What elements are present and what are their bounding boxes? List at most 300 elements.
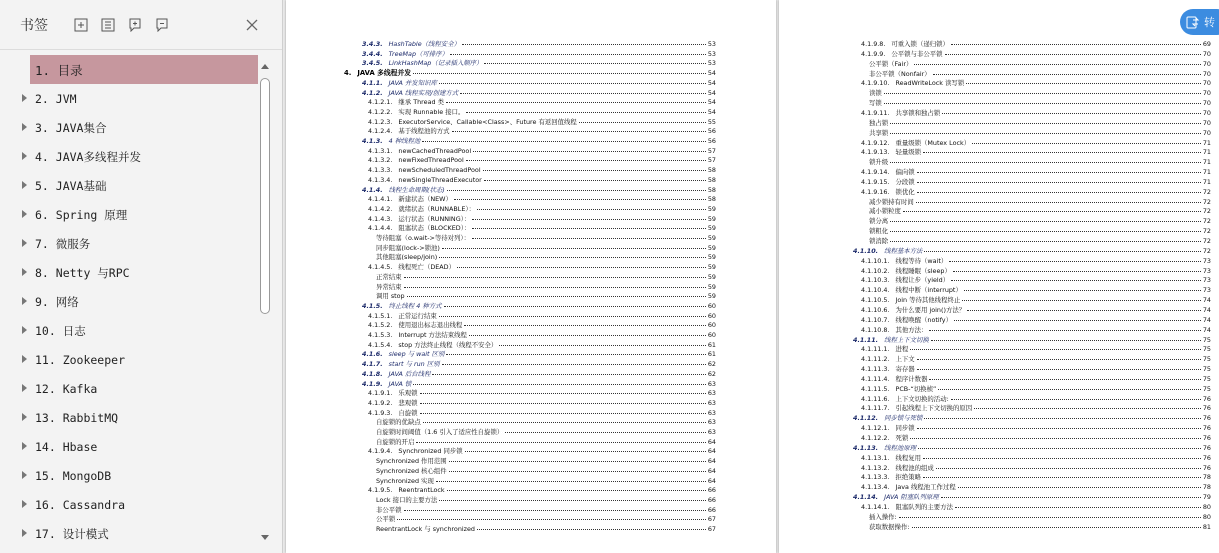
toc-entry[interactable]: [362, 360, 716, 370]
toc-page-number: 53: [707, 59, 716, 68]
chevron-right-icon[interactable]: [22, 181, 27, 189]
toc-entry[interactable]: [861, 464, 1211, 474]
toc-page-number: 80: [1202, 502, 1211, 511]
toc-page-number: 56: [707, 127, 716, 136]
toc-entry[interactable]: [853, 336, 1211, 346]
toc-page-number: 59: [707, 253, 716, 262]
toc-entry[interactable]: [368, 147, 716, 157]
toc-number: 4.1.11.5.: [861, 384, 890, 393]
toc-entry[interactable]: [861, 365, 1211, 375]
toc-leader-dots: [413, 384, 706, 385]
toc-number: 4.1.9.14.: [861, 168, 890, 177]
toc-leader-dots: [953, 271, 1201, 272]
toc-title: 共享锁: [869, 128, 889, 137]
toc-title: 轻量级锁: [895, 148, 922, 157]
toc-leader-dots: [449, 471, 706, 472]
toc-title: LinkHashMap（记录插入顺序）: [388, 59, 483, 68]
toc-number: 4.1.9.11.: [861, 108, 890, 117]
toc-page-number: 59: [707, 272, 716, 281]
toc-entry[interactable]: [861, 178, 1211, 188]
toc-title: 同步锁: [895, 424, 915, 433]
toc-entry[interactable]: [861, 355, 1211, 365]
toc-page-number: 54: [707, 98, 716, 107]
toc-entry[interactable]: [861, 503, 1211, 513]
toc-leader-dots: [462, 44, 706, 45]
toc-entry[interactable]: [869, 119, 1211, 129]
bookmark-item[interactable]: [0, 287, 258, 316]
bookmark-label: 4. JAVA多线程并发: [35, 149, 141, 164]
toc-number: 4.1.10.2.: [861, 266, 890, 275]
expand-all-icon[interactable]: [74, 18, 88, 32]
toc-entry[interactable]: [362, 79, 716, 89]
toc-title: Synchronized 作用范围: [376, 457, 447, 466]
toc-page-number: 59: [707, 234, 716, 242]
toc-title: 引起线程上下文切换的原因: [895, 404, 973, 413]
toc-leader-dots: [942, 113, 1201, 114]
toc-number: 4.1.14.: [853, 493, 879, 502]
chevron-right-icon[interactable]: [22, 94, 27, 102]
toc-leader-dots: [432, 374, 705, 375]
toc-title: 线程睡眠（sleep）: [895, 266, 951, 275]
toc-entry[interactable]: [368, 108, 716, 118]
toc-leader-dots: [449, 461, 706, 462]
bookmark-label: 9. 网络: [35, 294, 79, 309]
toc-number: 4.1.3.: [362, 137, 383, 145]
toc-number: 4.1.9.16.: [861, 187, 890, 196]
toc-page-number: 58: [707, 166, 716, 175]
toc-title: 线程上下文切换: [884, 335, 929, 344]
toc-entry[interactable]: [368, 224, 716, 234]
bookmark-item[interactable]: [0, 432, 258, 461]
toc-entry[interactable]: [869, 89, 1211, 99]
bookmark-label: 15. MongoDB: [35, 468, 112, 483]
toc-page-number: 54: [707, 69, 716, 78]
toc-page-number: 70: [1202, 59, 1211, 68]
toc-title: 共享锁和独占锁: [895, 108, 941, 117]
toc-leader-dots: [423, 422, 706, 423]
toc-entry[interactable]: [368, 166, 716, 176]
toc-title: 4 种线程池: [388, 137, 421, 145]
toc-page-number: 58: [707, 175, 716, 184]
toc-entry[interactable]: [362, 302, 716, 312]
toc-entry[interactable]: [362, 40, 716, 50]
toc-entry[interactable]: [869, 129, 1211, 139]
toc-entry[interactable]: [861, 188, 1211, 198]
toc-entry[interactable]: [376, 496, 716, 506]
toc-entry[interactable]: [861, 109, 1211, 119]
scroll-up-icon[interactable]: [261, 64, 269, 69]
add-bookmark-icon[interactable]: [128, 18, 142, 32]
toc-number: 4.1.12.2.: [861, 434, 890, 442]
toc-entry[interactable]: [861, 483, 1211, 493]
toc-leader-dots: [918, 448, 1201, 449]
toc-title: sleep 与 wait 区别: [388, 350, 445, 359]
toc-entry[interactable]: [861, 40, 1211, 50]
toc-entry[interactable]: [368, 215, 716, 225]
toc-entry[interactable]: [853, 247, 1211, 257]
toc-number: 4.1.3.3.: [368, 166, 393, 175]
chevron-right-icon[interactable]: [22, 123, 27, 131]
toc-page-number: 76: [1202, 394, 1211, 403]
toc-title: 独占锁: [869, 118, 889, 127]
toc-leader-dots: [931, 340, 1201, 341]
toc-entry[interactable]: [362, 89, 716, 99]
bookmark-note-icon[interactable]: [155, 18, 169, 32]
bookmark-label: 12. Kafka: [35, 381, 98, 396]
bookmark-item[interactable]: [0, 345, 258, 374]
toc-leader-dots: [446, 102, 706, 103]
toc-page-number: 70: [1202, 79, 1211, 88]
toc-entry[interactable]: [376, 418, 716, 428]
toc-entry[interactable]: [861, 79, 1211, 89]
toc-leader-dots: [941, 497, 1201, 498]
chevron-right-icon[interactable]: [22, 384, 27, 392]
toc-leader-dots: [890, 133, 1201, 134]
chevron-right-icon[interactable]: [22, 268, 27, 276]
toc-entry[interactable]: [861, 276, 1211, 286]
toc-title: Synchronized 实现: [376, 476, 434, 485]
toc-leader-dots: [439, 83, 706, 84]
toc-entry[interactable]: [362, 137, 716, 147]
toc-entry[interactable]: [368, 399, 716, 409]
toc-entry[interactable]: [853, 414, 1211, 424]
toc-entry[interactable]: [869, 60, 1211, 70]
toc-entry[interactable]: [368, 176, 716, 186]
bookmark-label: 17. 设计模式: [35, 526, 109, 541]
toc-entry[interactable]: [362, 59, 716, 69]
toc-entry[interactable]: [861, 434, 1211, 444]
toc-title: 线程让步（yield）: [895, 276, 950, 285]
toc-entry[interactable]: [376, 457, 716, 467]
toc-number: 4.1.2.: [362, 88, 383, 97]
toc-number: 4.1.13.4.: [861, 483, 890, 492]
toc-entry[interactable]: [861, 306, 1211, 316]
bookmark-scrollbar[interactable]: [258, 58, 272, 546]
toc-number: 4.1.9.12.: [861, 138, 890, 147]
toc-entry[interactable]: [861, 296, 1211, 306]
toc-number: 4.1.10.3.: [861, 276, 890, 285]
toc-leader-dots: [967, 310, 1201, 311]
bookmark-item[interactable]: [0, 519, 258, 548]
toc-entry[interactable]: [368, 118, 716, 128]
toc-entry[interactable]: [344, 69, 716, 79]
toc-entry[interactable]: [376, 283, 716, 293]
chevron-right-icon[interactable]: [22, 326, 27, 334]
toc-entry[interactable]: [376, 244, 716, 254]
toc-title: HashTable（线程安全）: [388, 40, 460, 48]
toc-entry[interactable]: [362, 50, 716, 60]
toc-entry[interactable]: [861, 345, 1211, 355]
toc-leader-dots: [958, 487, 1201, 488]
toc-number: 4.1.11.1.: [861, 345, 890, 354]
toc-title: 同步阻塞(lock->锁池): [376, 243, 440, 252]
chevron-right-icon[interactable]: [22, 297, 27, 305]
toc-page-number: 78: [1202, 473, 1211, 482]
toc-entry[interactable]: [861, 395, 1211, 405]
toc-leader-dots: [917, 359, 1201, 360]
toc-entry[interactable]: [861, 257, 1211, 267]
toc-entry[interactable]: [362, 380, 716, 390]
toc-leader-dots: [917, 172, 1201, 173]
toc-entry[interactable]: [861, 267, 1211, 277]
toc-entry[interactable]: [861, 375, 1211, 385]
toc-leader-dots: [505, 432, 706, 433]
toc-page-number: 58: [707, 185, 716, 194]
bookmark-item[interactable]: [0, 490, 258, 519]
bookmark-label: 8. Netty 与RPC: [35, 265, 130, 280]
close-icon[interactable]: [244, 17, 260, 33]
toc-entry[interactable]: [861, 385, 1211, 395]
bookmark-list: [0, 55, 258, 553]
toc-entry[interactable]: [376, 292, 716, 302]
toc-entry[interactable]: [362, 350, 716, 360]
toc-title: newCachedThreadPool: [398, 146, 472, 155]
toc-entry[interactable]: [861, 139, 1211, 149]
toc-entry[interactable]: [861, 454, 1211, 464]
toc-leader-dots: [447, 490, 706, 491]
toc-title: JAVA 后台线程: [388, 369, 431, 378]
toc-entry[interactable]: [869, 217, 1211, 227]
toc-entry[interactable]: [869, 70, 1211, 80]
toc-leader-dots: [469, 335, 706, 336]
toc-page-number: 53: [707, 49, 716, 58]
toc-page-number: 59: [707, 214, 716, 223]
toc-title: 获取数据操作:: [869, 522, 910, 531]
toc-entry[interactable]: [368, 312, 716, 322]
toc-number: 4.1.9.5.: [368, 486, 393, 495]
toc-leader-dots: [884, 93, 1201, 94]
chevron-right-icon[interactable]: [22, 239, 27, 247]
toc-page-number: 64: [707, 476, 716, 485]
toc-title: 锁优化: [895, 187, 915, 196]
toc-entry[interactable]: [368, 341, 716, 351]
toc-page-number: 66: [707, 505, 716, 514]
toc-title: 阻塞队列的主要方法: [895, 502, 953, 511]
bookmark-item[interactable]: [0, 200, 258, 229]
toc-title: 阻塞状态（BLOCKED）：: [398, 224, 471, 233]
toc-title: 锁分离: [869, 217, 889, 226]
toc-title: 公平锁: [376, 515, 396, 524]
chevron-right-icon[interactable]: [22, 210, 27, 218]
chevron-right-icon[interactable]: [22, 500, 27, 508]
toc-entry[interactable]: [861, 286, 1211, 296]
toc-page-number: 64: [707, 447, 716, 456]
toc-entry[interactable]: [376, 477, 716, 487]
collapse-all-icon[interactable]: [101, 18, 115, 32]
toc-entry[interactable]: [869, 513, 1211, 523]
toc-leader-dots: [473, 151, 706, 152]
chevron-right-icon[interactable]: [22, 471, 27, 479]
toc-page-number: 63: [707, 398, 716, 407]
toc-title: 继承 Thread 类: [398, 98, 444, 107]
toc-leader-dots: [890, 123, 1201, 124]
toc-entry[interactable]: [869, 158, 1211, 168]
bookmark-item[interactable]: [0, 316, 258, 345]
chevron-right-icon[interactable]: [22, 529, 27, 537]
toc-page-number: 70: [1202, 89, 1211, 98]
toc-page-number: 76: [1202, 443, 1211, 452]
chevron-right-icon[interactable]: [22, 355, 27, 363]
toc-number: 4.1.4.4.: [368, 224, 393, 233]
toc-entry[interactable]: [869, 237, 1211, 247]
toc-entry[interactable]: [362, 186, 716, 196]
toc-number: 4.1.10.5.: [861, 296, 890, 305]
toc-page-number: 59: [707, 263, 716, 272]
toc-number: 3.4.4.: [362, 49, 383, 58]
toc-entry[interactable]: [861, 316, 1211, 326]
toc-number: 4.1.11.3.: [861, 365, 890, 374]
toc-entry[interactable]: [869, 99, 1211, 109]
toc-entry[interactable]: [861, 50, 1211, 60]
chevron-right-icon[interactable]: [22, 413, 27, 421]
toc-number: 4.1.6.: [362, 350, 383, 359]
toc-page-number: 63: [707, 418, 716, 427]
toc-page-number: 67: [707, 525, 716, 533]
toc-title: 线程基本方法: [884, 246, 923, 255]
toc-entry[interactable]: [368, 409, 716, 419]
toc-title: 线程唤醒（notify）: [895, 315, 952, 324]
toc-entry[interactable]: [869, 227, 1211, 237]
bookmark-label: 3. JAVA集合: [35, 120, 107, 135]
toc-entry[interactable]: [853, 493, 1211, 503]
convert-button[interactable]: [1180, 9, 1219, 35]
toc-entry[interactable]: [376, 525, 716, 535]
toc-leader-dots: [466, 160, 706, 161]
toc-leader-dots: [890, 231, 1201, 232]
toc-page-number: 75: [1202, 365, 1211, 374]
toc-title: 实现 Runnable 接口。: [398, 107, 465, 116]
toc-entry[interactable]: [376, 506, 716, 516]
scrollbar-thumb[interactable]: [260, 78, 270, 314]
toc-entry[interactable]: [853, 444, 1211, 454]
toc-entry[interactable]: [376, 438, 716, 448]
toc-number: 4.1.4.2.: [368, 204, 393, 213]
toc-page-number: 57: [707, 146, 716, 155]
bookmark-item[interactable]: [30, 55, 258, 84]
toc-page-number: 71: [1202, 158, 1211, 167]
toc-entry[interactable]: [376, 273, 716, 283]
toc-page-number: 80: [1202, 512, 1211, 521]
toc-page-number: 70: [1202, 49, 1211, 58]
toc-title: 上下文切换的活动:: [895, 394, 949, 403]
toc-number: 4.1.5.3.: [368, 331, 393, 339]
bookmark-item[interactable]: [0, 84, 258, 113]
toc-leader-dots: [442, 248, 706, 249]
bookmark-item[interactable]: [0, 461, 258, 490]
toc-entry[interactable]: [869, 198, 1211, 208]
toc-leader-dots: [955, 507, 1201, 508]
toc-entry[interactable]: [368, 205, 716, 215]
toc-entry[interactable]: [368, 486, 716, 496]
toc-page-number: 59: [707, 224, 716, 233]
toc-entry[interactable]: [368, 98, 716, 108]
toc-leader-dots: [923, 152, 1201, 153]
toc-title: 悲观锁: [398, 398, 418, 407]
toc-entry[interactable]: [861, 473, 1211, 483]
toc-leader-dots: [933, 74, 1201, 75]
toc-entry[interactable]: [376, 515, 716, 525]
bookmark-item[interactable]: [0, 171, 258, 200]
bookmark-item[interactable]: [0, 142, 258, 171]
toc-title: 其他方法：: [895, 325, 928, 334]
toc-entry[interactable]: [368, 263, 716, 273]
chevron-right-icon[interactable]: [22, 152, 27, 160]
toc-number: 3.4.5.: [362, 59, 383, 68]
toc-leader-dots: [483, 170, 706, 171]
toc-leader-dots: [903, 211, 1201, 212]
toc-entry[interactable]: [368, 156, 716, 166]
toc-entry[interactable]: [861, 326, 1211, 336]
toc-page-number: 59: [707, 204, 716, 213]
toc-entry[interactable]: [368, 321, 716, 331]
bookmark-item[interactable]: [0, 229, 258, 258]
bookmark-label: 11. Zookeeper: [35, 352, 126, 367]
toc-page-number: 60: [707, 301, 716, 310]
chevron-right-icon[interactable]: [22, 442, 27, 450]
toc-entry[interactable]: [376, 467, 716, 477]
toc-number: 4.1.13.1.: [861, 453, 890, 462]
scroll-down-icon[interactable]: [261, 535, 269, 540]
toc-page-number: 63: [707, 408, 716, 417]
toc-page-number: 71: [1202, 168, 1211, 177]
toc-title: newFixedThreadPool: [398, 156, 464, 165]
toc-leader-dots: [954, 320, 1201, 321]
toc-title: 读锁: [869, 89, 882, 98]
toc-entry[interactable]: [861, 424, 1211, 434]
toc-page-number: 78: [1202, 483, 1211, 492]
toc-page-number: 59: [707, 282, 716, 291]
toc-number: 4.1.10.6.: [861, 305, 890, 314]
toc-entry[interactable]: [368, 447, 716, 457]
bookmark-item[interactable]: [0, 258, 258, 287]
bookmarks-toolbar: [0, 0, 282, 50]
toc-page-number: 79: [1202, 493, 1211, 502]
toc-entry[interactable]: [861, 148, 1211, 158]
toc-entry[interactable]: [368, 195, 716, 205]
toc-entry[interactable]: [861, 168, 1211, 178]
toc-leader-dots: [439, 257, 706, 258]
toc-number: 4.1.3.2.: [368, 156, 393, 165]
bookmark-item[interactable]: [0, 113, 258, 142]
toc-entry[interactable]: [368, 127, 716, 137]
toc-title: ReentrantLock: [398, 486, 445, 495]
toc-entry[interactable]: [376, 234, 716, 244]
toc-title: 线程池的组成: [895, 463, 934, 472]
toc-entry[interactable]: [376, 428, 716, 438]
toc-entry[interactable]: [861, 404, 1211, 414]
bookmark-item[interactable]: [0, 403, 258, 432]
toc-leader-dots: [436, 481, 706, 482]
toc-page-number: 72: [1202, 227, 1211, 236]
toc-number: 4.1.11.: [853, 335, 879, 344]
toc-entry[interactable]: [368, 331, 716, 341]
bookmark-label: 1. 目录: [35, 62, 83, 78]
toc-number: 4.1.14.1.: [861, 502, 890, 511]
toc-number: 4.1.10.: [853, 246, 879, 255]
toc-title: 等待阻塞（o.wait->等待对列）：: [376, 234, 471, 242]
toc-leader-dots: [951, 280, 1201, 281]
toc-entry[interactable]: [869, 523, 1211, 533]
toc-page-number: 75: [1202, 374, 1211, 383]
toc-entry[interactable]: [376, 253, 716, 263]
toc-number: 4.1.9.8.: [861, 40, 886, 48]
toc-entry[interactable]: [368, 389, 716, 399]
toc-entry[interactable]: [869, 207, 1211, 217]
bookmark-item[interactable]: [0, 374, 258, 403]
toc-number: 4.1.10.7.: [861, 315, 890, 324]
toc-entry[interactable]: [362, 370, 716, 380]
toc-title: 分段锁: [895, 177, 915, 186]
